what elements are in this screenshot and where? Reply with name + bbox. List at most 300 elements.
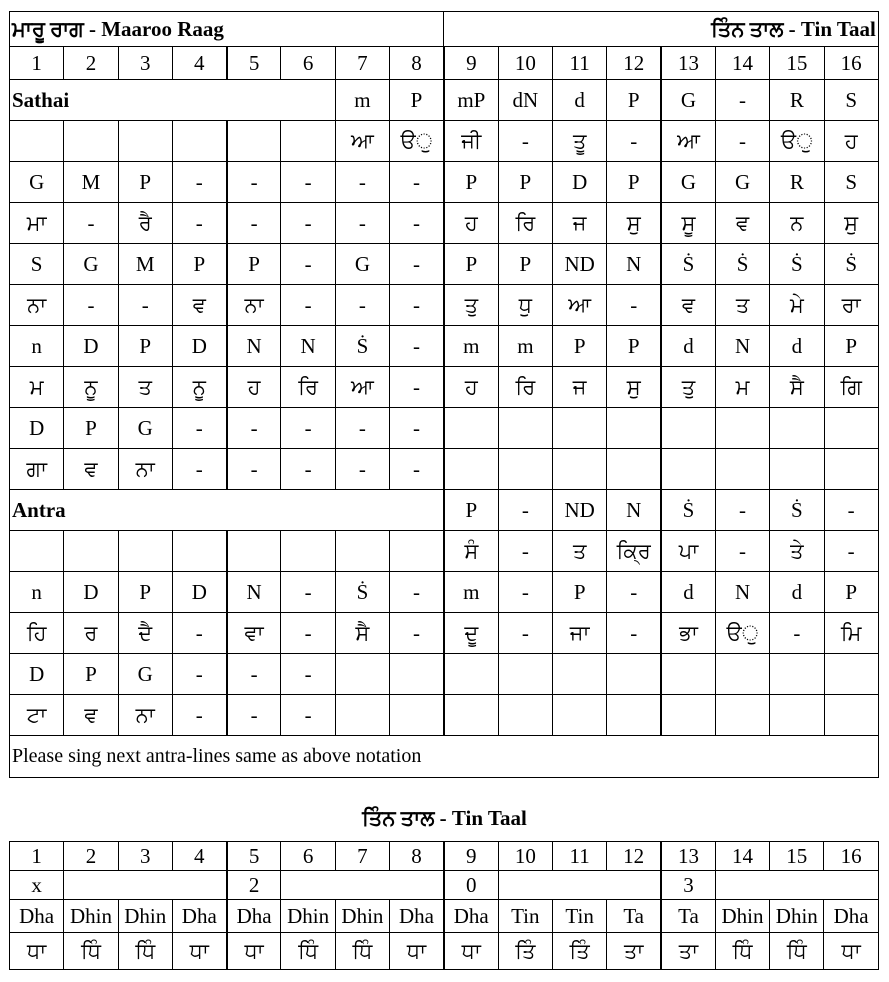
lyric-cell: ਜ <box>553 367 607 408</box>
empty-cell <box>390 654 444 695</box>
lyric-cell: - <box>227 695 281 736</box>
taal-bol-gurmukhi: ਤਿੰ <box>498 933 552 970</box>
empty-cell <box>824 695 878 736</box>
empty-cell <box>607 408 661 449</box>
lyrics-row <box>10 367 879 408</box>
lyric-cell: - <box>335 203 389 244</box>
note-cell: ND <box>553 244 607 285</box>
lyric-cell: ਤੇ <box>770 531 824 572</box>
beat-numbers-row <box>10 47 879 80</box>
empty-cell <box>498 871 661 900</box>
lyric-cell: ਸੰ <box>444 531 498 572</box>
note-cell: P <box>172 244 226 285</box>
empty-cell <box>498 408 552 449</box>
beat-number: 11 <box>553 47 607 80</box>
note-cell: - <box>715 490 769 531</box>
note-cell: R <box>770 80 824 121</box>
note-cell: d <box>661 326 715 367</box>
empty-cell <box>661 408 715 449</box>
empty-cell <box>444 695 498 736</box>
lyric-cell: - <box>824 531 878 572</box>
note-cell: D <box>10 408 64 449</box>
lyric-cell: ਸੈ <box>335 613 389 654</box>
lyric-cell: - <box>335 449 389 490</box>
taal-bol-gurmukhi: ਧਿੰ <box>715 933 769 970</box>
beat-number: 12 <box>607 47 661 80</box>
taal-beat-number: 6 <box>281 842 335 871</box>
taal-mark: x <box>10 871 64 900</box>
note-cell: P <box>118 572 172 613</box>
lyric-cell: ਸੂ <box>661 203 715 244</box>
lyric-cell: ਆ <box>553 285 607 326</box>
taal-table <box>9 841 879 970</box>
empty-cell <box>64 871 227 900</box>
lyric-cell: - <box>281 695 335 736</box>
notation-table <box>9 11 879 778</box>
lyric-cell: ਦੈ <box>118 613 172 654</box>
lyric-cell <box>64 121 118 162</box>
note-cell: P <box>553 572 607 613</box>
lyric-cell: - <box>715 121 769 162</box>
taal-beat-number: 13 <box>661 842 715 871</box>
note-cell: Ṡ <box>335 572 389 613</box>
note-cell: - <box>281 408 335 449</box>
antra-notes-row <box>10 490 879 531</box>
note-cell: - <box>227 408 281 449</box>
empty-cell <box>335 654 389 695</box>
lyric-cell: ਪਾ <box>661 531 715 572</box>
lyric-cell: ਹ <box>444 367 498 408</box>
lyric-cell: - <box>64 203 118 244</box>
lyric-cell: ਵ <box>172 285 226 326</box>
taal-beat-number: 4 <box>172 842 226 871</box>
note-cell: d <box>770 326 824 367</box>
note-cell: - <box>390 408 444 449</box>
lyric-cell: - <box>390 285 444 326</box>
lyric-cell: ਮ <box>715 367 769 408</box>
note-cell: P <box>824 326 878 367</box>
note-cell: - <box>607 572 661 613</box>
taal-bol: Dhin <box>64 900 118 933</box>
empty-cell <box>770 408 824 449</box>
lyric-cell: ਵ <box>64 695 118 736</box>
taal-bol-gurmukhi: ਧਿੰ <box>281 933 335 970</box>
beat-number: 3 <box>118 47 172 80</box>
empty-cell <box>498 695 552 736</box>
lyrics-row <box>10 695 879 736</box>
note-cell: Ṡ <box>661 244 715 285</box>
taal-bol: Dha <box>390 900 444 933</box>
empty-cell <box>553 695 607 736</box>
notes-row <box>10 326 879 367</box>
taal-bol: Dhin <box>335 900 389 933</box>
note-cell: D <box>64 572 118 613</box>
note-cell: N <box>715 326 769 367</box>
taal-beat-number: 9 <box>444 842 498 871</box>
note-row <box>10 736 879 778</box>
lyric-cell: - <box>498 613 552 654</box>
note-cell: S <box>10 244 64 285</box>
taal-bol-gurmukhi: ਧਾ <box>390 933 444 970</box>
note-cell: n <box>10 572 64 613</box>
taal-beat-number: 12 <box>607 842 661 871</box>
note-cell: P <box>227 244 281 285</box>
lyric-cell: - <box>281 613 335 654</box>
lyric-cell: - <box>390 367 444 408</box>
lyric-cell: - <box>172 613 226 654</box>
sathai-lyrics-row <box>10 121 879 162</box>
taal-bol-gurmukhi: ਧਾ <box>444 933 498 970</box>
lyric-cell: - <box>172 449 226 490</box>
lyrics-row <box>10 203 879 244</box>
lyric-cell: ਹਿ <box>10 613 64 654</box>
note-cell: G <box>118 654 172 695</box>
empty-cell <box>172 531 226 572</box>
beat-number: 15 <box>770 47 824 80</box>
taal-bol: Dhin <box>715 900 769 933</box>
note-cell: - <box>227 654 281 695</box>
notes-row <box>10 244 879 285</box>
empty-cell <box>661 654 715 695</box>
empty-cell <box>553 654 607 695</box>
note-cell: - <box>715 80 769 121</box>
lyric-cell: - <box>715 531 769 572</box>
lyric-cell: ਤੁ <box>444 285 498 326</box>
note-cell: P <box>118 326 172 367</box>
beat-number: 2 <box>64 47 118 80</box>
beat-number: 9 <box>444 47 498 80</box>
empty-cell <box>607 654 661 695</box>
taal-beat-numbers-row <box>10 842 879 871</box>
empty-cell <box>607 695 661 736</box>
empty-cell <box>281 871 444 900</box>
lyric-cell: - <box>64 285 118 326</box>
taal-bol-gurmukhi: ਧਿੰ <box>118 933 172 970</box>
lyric-cell: ਨਾ <box>10 285 64 326</box>
note-cell: m <box>444 572 498 613</box>
lyrics-row <box>10 449 879 490</box>
lyric-cell: ਮਾ <box>10 203 64 244</box>
taal-beat-number: 10 <box>498 842 552 871</box>
taal-bol-gurmukhi: ਧਿੰ <box>770 933 824 970</box>
lyric-cell: ਨੂ <box>172 367 226 408</box>
lyric-cell: ਸੈ <box>770 367 824 408</box>
lyric-cell: ਆ <box>661 121 715 162</box>
empty-cell <box>390 695 444 736</box>
lyric-cell: ਤੂ <box>553 121 607 162</box>
beat-number: 5 <box>227 47 281 80</box>
lyric-cell <box>118 121 172 162</box>
taal-beat-number: 5 <box>227 842 281 871</box>
lyric-cell: - <box>498 531 552 572</box>
note-cell: - <box>281 162 335 203</box>
taal-bol: Dhin <box>770 900 824 933</box>
empty-cell <box>715 871 878 900</box>
note-cell: - <box>390 244 444 285</box>
taal-title: ਤਿੰਨ ਤਾਲ - Tin Taal <box>362 806 527 830</box>
lyric-cell: - <box>390 203 444 244</box>
empty-cell <box>770 695 824 736</box>
taal-mark: 3 <box>661 871 715 900</box>
beat-number: 13 <box>661 47 715 80</box>
lyric-cell: ਭਾ <box>661 613 715 654</box>
note-cell: D <box>172 326 226 367</box>
note-cell: Ṡ <box>715 244 769 285</box>
empty-cell <box>498 654 552 695</box>
note-cell: N <box>227 326 281 367</box>
lyric-cell: ਹ <box>227 367 281 408</box>
taal-bol: Ta <box>607 900 661 933</box>
empty-cell <box>118 531 172 572</box>
lyric-cell: - <box>498 121 552 162</box>
note-cell: G <box>64 244 118 285</box>
note-cell: P <box>64 654 118 695</box>
note-cell: mP <box>444 80 498 121</box>
note-cell: N <box>607 244 661 285</box>
lyric-cell: - <box>607 285 661 326</box>
lyric-cell: ਗਾ <box>10 449 64 490</box>
beat-number: 10 <box>498 47 552 80</box>
note-cell: S <box>824 162 878 203</box>
note-cell: - <box>498 572 552 613</box>
empty-cell <box>770 654 824 695</box>
empty-cell <box>553 449 607 490</box>
note-cell: m <box>444 326 498 367</box>
note-cell: - <box>172 162 226 203</box>
note-cell: - <box>281 572 335 613</box>
lyric-cell: - <box>335 285 389 326</box>
lyric-cell: ਤ <box>553 531 607 572</box>
taal-bol-gurmukhi: ਧਾ <box>227 933 281 970</box>
taal-beat-number: 2 <box>64 842 118 871</box>
note-cell: - <box>172 408 226 449</box>
beat-number: 1 <box>10 47 64 80</box>
empty-cell <box>227 531 281 572</box>
empty-cell <box>715 408 769 449</box>
note-cell: M <box>118 244 172 285</box>
taal-marks-row <box>10 871 879 900</box>
note-cell: D <box>10 654 64 695</box>
note-cell: P <box>498 162 552 203</box>
lyric-cell: ਕ੍ਰਿ <box>607 531 661 572</box>
note-cell: - <box>390 162 444 203</box>
lyric-cell: ਗਿ <box>824 367 878 408</box>
note-cell: Ṡ <box>335 326 389 367</box>
taal-bols-row <box>10 900 879 933</box>
lyric-cell: ੳੁ <box>770 121 824 162</box>
note-cell: - <box>390 326 444 367</box>
lyric-cell: ਹ <box>444 203 498 244</box>
lyric-cell: - <box>172 695 226 736</box>
lyric-cell: - <box>172 203 226 244</box>
note-cell: ND <box>553 490 607 531</box>
note-cell: dN <box>498 80 552 121</box>
lyric-cell: ਵ <box>64 449 118 490</box>
note-cell: P <box>118 162 172 203</box>
note-cell: d <box>770 572 824 613</box>
note-cell: - <box>172 654 226 695</box>
note-cell: M <box>64 162 118 203</box>
empty-cell <box>444 408 498 449</box>
note-cell: R <box>770 162 824 203</box>
empty-cell <box>553 408 607 449</box>
note-cell: - <box>390 572 444 613</box>
taal-bol: Dha <box>824 900 878 933</box>
note-cell: P <box>824 572 878 613</box>
lyric-cell: ਮ <box>10 367 64 408</box>
note-cell: m <box>335 80 389 121</box>
lyric-cell: - <box>770 613 824 654</box>
empty-cell <box>444 449 498 490</box>
lyric-cell <box>227 121 281 162</box>
lyric-cell: - <box>227 203 281 244</box>
taal-beat-number: 11 <box>552 842 606 871</box>
lyric-cell: ਤ <box>715 285 769 326</box>
lyric-cell: ਨਾ <box>118 695 172 736</box>
beat-number: 7 <box>335 47 389 80</box>
lyric-cell: - <box>227 449 281 490</box>
taal-bol: Dha <box>227 900 281 933</box>
lyric-cell <box>10 121 64 162</box>
beat-number: 4 <box>172 47 226 80</box>
note-cell: P <box>607 80 661 121</box>
antra-label: Antra <box>10 490 444 531</box>
beat-number: 16 <box>824 47 878 80</box>
taal-bol: Tin <box>498 900 552 933</box>
note-cell: G <box>10 162 64 203</box>
note-cell: n <box>10 326 64 367</box>
lyric-cell: ੳੁ <box>390 121 444 162</box>
lyrics-row <box>10 613 879 654</box>
taal-beat-number: 16 <box>824 842 878 871</box>
lyric-cell: ਰਿ <box>281 367 335 408</box>
taal-title-header: ਤਿੰਨ ਤਾਲ - Tin Taal <box>444 12 878 47</box>
lyric-cell: ਨ <box>770 203 824 244</box>
lyric-cell: ਸੁ <box>607 203 661 244</box>
lyric-cell: ਰੈ <box>118 203 172 244</box>
note-cell: m <box>498 326 552 367</box>
note-text: Please sing next antra-lines same as above notation <box>10 736 879 778</box>
lyric-cell <box>172 121 226 162</box>
note-cell: S <box>824 80 878 121</box>
empty-cell <box>824 654 878 695</box>
lyric-cell: ਦੂ <box>444 613 498 654</box>
taal-bol-gurmukhi: ਤਿੰ <box>552 933 606 970</box>
note-cell: N <box>281 326 335 367</box>
empty-cell <box>824 408 878 449</box>
note-cell: d <box>553 80 607 121</box>
note-cell: N <box>715 572 769 613</box>
note-cell: P <box>553 326 607 367</box>
note-cell: G <box>661 80 715 121</box>
taal-beat-number: 15 <box>770 842 824 871</box>
empty-cell <box>281 531 335 572</box>
lyric-cell: - <box>390 449 444 490</box>
lyric-cell: - <box>281 285 335 326</box>
note-cell: Ṡ <box>824 244 878 285</box>
lyric-cell: ਆ <box>335 121 389 162</box>
note-cell: d <box>661 572 715 613</box>
note-cell: P <box>390 80 444 121</box>
empty-cell <box>607 449 661 490</box>
empty-cell <box>715 449 769 490</box>
taal-bol: Dha <box>172 900 226 933</box>
note-cell: D <box>64 326 118 367</box>
empty-cell <box>498 449 552 490</box>
lyric-cell: ਆ <box>335 367 389 408</box>
beat-number: 14 <box>715 47 769 80</box>
lyric-cell: ਵ <box>715 203 769 244</box>
lyric-cell: - <box>281 203 335 244</box>
sathai-notes-row <box>10 80 879 121</box>
taal-beat-number: 14 <box>715 842 769 871</box>
taal-beat-number: 1 <box>10 842 64 871</box>
note-cell: - <box>498 490 552 531</box>
lyric-cell: - <box>281 449 335 490</box>
taal-bol-gurmukhi: ਧਾ <box>10 933 64 970</box>
note-cell: - <box>281 654 335 695</box>
note-cell: G <box>118 408 172 449</box>
taal-beat-number: 7 <box>335 842 389 871</box>
taal-bol: Dhin <box>118 900 172 933</box>
note-cell: P <box>607 162 661 203</box>
sathai-label: Sathai <box>10 80 336 121</box>
taal-bol: Dha <box>10 900 64 933</box>
title-row <box>10 12 879 47</box>
note-cell: D <box>172 572 226 613</box>
note-cell: Ṡ <box>661 490 715 531</box>
note-cell: P <box>498 244 552 285</box>
taal-bol-gurmukhi: ਤਾ <box>661 933 715 970</box>
empty-cell <box>824 449 878 490</box>
note-cell: G <box>335 244 389 285</box>
lyrics-row <box>10 285 879 326</box>
taal-bol: Dha <box>444 900 498 933</box>
lyric-cell <box>281 121 335 162</box>
taal-bol-gurmukhi: ਧਾ <box>172 933 226 970</box>
empty-cell <box>661 695 715 736</box>
lyric-cell: ਜੀ <box>444 121 498 162</box>
lyric-cell: ਵ <box>661 285 715 326</box>
taal-bol-gurmukhi: ਧਾ <box>824 933 878 970</box>
lyric-cell: ਸੁ <box>607 367 661 408</box>
taal-beat-number: 3 <box>118 842 172 871</box>
taal-mark: 0 <box>444 871 498 900</box>
taal-bol: Dhin <box>281 900 335 933</box>
note-cell: P <box>607 326 661 367</box>
lyric-cell: ਰਿ <box>498 203 552 244</box>
empty-cell <box>715 695 769 736</box>
lyric-cell: - <box>607 121 661 162</box>
lyric-cell: ਵਾ <box>227 613 281 654</box>
lyric-cell: ਜ <box>553 203 607 244</box>
empty-cell <box>715 654 769 695</box>
empty-cell <box>335 531 389 572</box>
lyric-cell: ਮਿ <box>824 613 878 654</box>
empty-cell <box>444 654 498 695</box>
note-cell: P <box>64 408 118 449</box>
note-cell: N <box>227 572 281 613</box>
taal-mark: 2 <box>227 871 281 900</box>
lyric-cell: ੳੁ <box>715 613 769 654</box>
note-cell: D <box>553 162 607 203</box>
taal-bol-gurmukhi: ਧਿੰ <box>64 933 118 970</box>
lyric-cell: ਨਾ <box>118 449 172 490</box>
notes-row <box>10 408 879 449</box>
empty-cell <box>335 695 389 736</box>
note-cell: N <box>607 490 661 531</box>
beat-number: 6 <box>281 47 335 80</box>
